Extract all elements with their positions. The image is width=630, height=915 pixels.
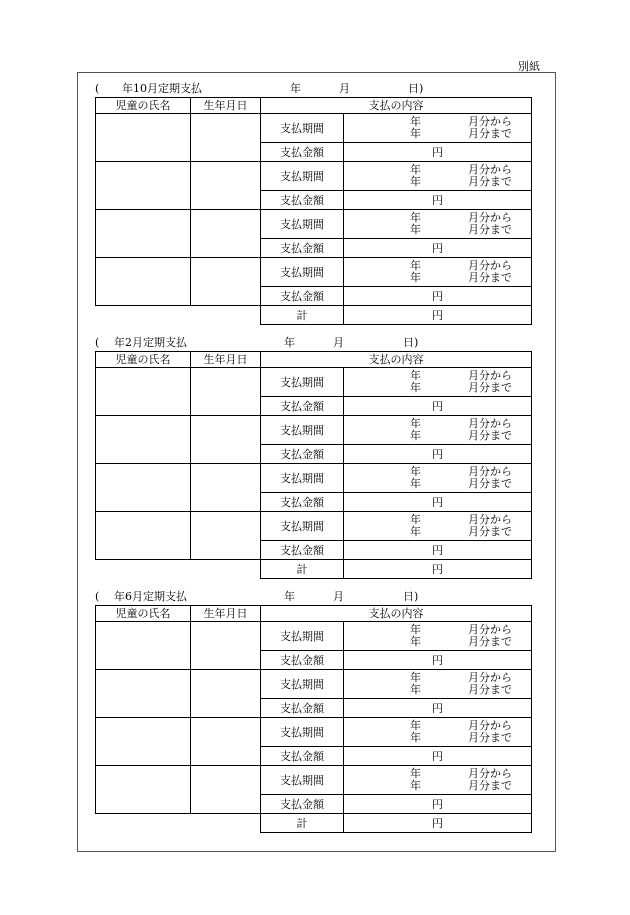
total-label: 計	[261, 814, 344, 833]
child-name-cell[interactable]	[96, 512, 191, 560]
birthdate-cell[interactable]	[191, 670, 261, 718]
to-year-label: 年	[410, 635, 421, 648]
to-month-label: 月分まで	[468, 779, 512, 792]
col-birthdate: 生年月日	[191, 98, 261, 114]
col-child-name: 児童の氏名	[96, 606, 191, 622]
yen-unit: 円	[432, 543, 443, 557]
payment-table	[95, 97, 532, 325]
yen-unit: 円	[432, 308, 443, 322]
to-month-label: 月分まで	[468, 175, 512, 188]
date-month-label: 月	[339, 82, 350, 95]
payment-period-cell[interactable]	[344, 368, 532, 397]
annex-label: 別紙	[518, 60, 540, 73]
total-label: 計	[261, 306, 344, 325]
to-month-label: 月分まで	[468, 429, 512, 442]
payment-table	[95, 605, 532, 833]
payment-amount-cell[interactable]	[344, 747, 532, 766]
payment-amount-cell[interactable]	[344, 191, 532, 210]
section-title-line	[95, 80, 532, 97]
child-row	[96, 670, 532, 699]
yen-unit: 円	[432, 797, 443, 811]
payment-amount-label: 支払金額	[261, 239, 344, 258]
yen-unit: 円	[432, 495, 443, 509]
from-month-label: 月分から	[468, 465, 512, 478]
payment-period-label: 支払期間	[261, 368, 344, 397]
yen-unit: 円	[432, 399, 443, 413]
yen-unit: 円	[432, 447, 443, 461]
header-row	[96, 352, 532, 368]
to-year-label: 年	[410, 381, 421, 394]
from-month-label: 月分から	[468, 623, 512, 636]
payment-section	[95, 588, 532, 833]
birthdate-cell[interactable]	[191, 210, 261, 258]
payment-amount-label: 支払金額	[261, 795, 344, 814]
to-month-label: 月分まで	[468, 381, 512, 394]
child-name-cell[interactable]	[96, 766, 191, 814]
col-child-name: 児童の氏名	[96, 98, 191, 114]
header-row	[96, 606, 532, 622]
to-month-label: 月分まで	[468, 271, 512, 284]
to-year-label: 年	[410, 731, 421, 744]
child-row	[96, 114, 532, 143]
payment-period-label: 支払期間	[261, 670, 344, 699]
payment-amount-label: 支払金額	[261, 397, 344, 416]
col-birthdate: 生年月日	[191, 352, 261, 368]
payment-amount-cell[interactable]	[344, 397, 532, 416]
payment-amount-label: 支払金額	[261, 143, 344, 162]
child-row	[96, 416, 532, 445]
child-name-cell[interactable]	[96, 718, 191, 766]
to-year-label: 年	[410, 223, 421, 236]
payment-period-label: 支払期間	[261, 512, 344, 541]
col-payment-content: 支払の内容	[261, 606, 532, 622]
open-paren: (	[95, 590, 100, 603]
date-day-label: 日)	[403, 590, 419, 603]
from-year-label: 年	[410, 417, 421, 430]
yen-unit: 円	[432, 701, 443, 715]
from-month-label: 月分から	[468, 211, 512, 224]
payment-amount-cell[interactable]	[344, 699, 532, 718]
child-name-cell[interactable]	[96, 622, 191, 670]
from-month-label: 月分から	[468, 719, 512, 732]
yen-unit: 円	[432, 289, 443, 303]
payment-period-cell[interactable]	[344, 114, 532, 143]
child-row	[96, 766, 532, 795]
payment-period-cell[interactable]	[344, 464, 532, 493]
payment-amount-label: 支払金額	[261, 541, 344, 560]
section-title: 年6月定期支払	[114, 590, 187, 603]
date-day-label: 日)	[403, 336, 419, 349]
from-month-label: 月分から	[468, 115, 512, 128]
child-row	[96, 258, 532, 287]
birthdate-cell[interactable]	[191, 258, 261, 306]
child-name-cell[interactable]	[96, 368, 191, 416]
yen-unit: 円	[432, 653, 443, 667]
child-name-cell[interactable]	[96, 258, 191, 306]
child-name-cell[interactable]	[96, 210, 191, 258]
to-month-label: 月分まで	[468, 127, 512, 140]
payment-amount-label: 支払金額	[261, 699, 344, 718]
col-payment-content: 支払の内容	[261, 98, 532, 114]
payment-period-label: 支払期間	[261, 162, 344, 191]
yen-unit: 円	[432, 241, 443, 255]
to-year-label: 年	[410, 127, 421, 140]
child-row	[96, 368, 532, 397]
birthdate-cell[interactable]	[191, 512, 261, 560]
child-name-cell[interactable]	[96, 670, 191, 718]
payment-amount-label: 支払金額	[261, 651, 344, 670]
date-year-label: 年	[284, 336, 295, 349]
payment-amount-cell[interactable]	[344, 445, 532, 464]
to-month-label: 月分まで	[468, 683, 512, 696]
payment-period-cell[interactable]	[344, 210, 532, 239]
payment-amount-cell[interactable]	[344, 143, 532, 162]
payment-period-label: 支払期間	[261, 766, 344, 795]
header-row	[96, 98, 532, 114]
total-amount-cell[interactable]	[344, 814, 532, 833]
yen-unit: 円	[432, 749, 443, 763]
from-month-label: 月分から	[468, 513, 512, 526]
to-month-label: 月分まで	[468, 635, 512, 648]
payment-period-label: 支払期間	[261, 416, 344, 445]
payment-period-cell[interactable]	[344, 622, 532, 651]
col-child-name: 児童の氏名	[96, 352, 191, 368]
to-year-label: 年	[410, 683, 421, 696]
payment-amount-cell[interactable]	[344, 239, 532, 258]
open-paren: (	[95, 82, 100, 95]
from-year-label: 年	[410, 369, 421, 382]
payment-period-cell[interactable]	[344, 258, 532, 287]
payment-period-label: 支払期間	[261, 114, 344, 143]
payment-amount-label: 支払金額	[261, 493, 344, 512]
from-year-label: 年	[410, 671, 421, 684]
yen-unit: 円	[432, 816, 443, 830]
child-row	[96, 210, 532, 239]
to-year-label: 年	[410, 175, 421, 188]
payment-amount-cell[interactable]	[344, 541, 532, 560]
child-name-cell[interactable]	[96, 162, 191, 210]
payment-table	[95, 351, 532, 579]
from-year-label: 年	[410, 259, 421, 272]
child-row	[96, 718, 532, 747]
payment-period-cell[interactable]	[344, 766, 532, 795]
payment-period-label: 支払期間	[261, 258, 344, 287]
from-year-label: 年	[410, 623, 421, 636]
section-title: 年2月定期支払	[114, 336, 187, 349]
yen-unit: 円	[432, 562, 443, 576]
birthdate-cell[interactable]	[191, 162, 261, 210]
total-row	[96, 560, 532, 579]
to-year-label: 年	[410, 477, 421, 490]
birthdate-cell[interactable]	[191, 114, 261, 162]
from-year-label: 年	[410, 767, 421, 780]
date-year-label: 年	[290, 82, 301, 95]
from-month-label: 月分から	[468, 163, 512, 176]
to-year-label: 年	[410, 779, 421, 792]
payment-period-cell[interactable]	[344, 162, 532, 191]
payment-amount-cell[interactable]	[344, 651, 532, 670]
payment-section	[95, 334, 532, 579]
child-name-cell[interactable]	[96, 114, 191, 162]
date-month-label: 月	[333, 590, 344, 603]
date-month-label: 月	[333, 336, 344, 349]
payment-amount-label: 支払金額	[261, 747, 344, 766]
birthdate-cell[interactable]	[191, 368, 261, 416]
date-year-label: 年	[284, 590, 295, 603]
from-year-label: 年	[410, 465, 421, 478]
payment-amount-label: 支払金額	[261, 445, 344, 464]
payment-period-cell[interactable]	[344, 718, 532, 747]
from-month-label: 月分から	[468, 671, 512, 684]
section-title-line	[95, 334, 532, 351]
to-month-label: 月分まで	[468, 525, 512, 538]
total-row	[96, 306, 532, 325]
section-title-line	[95, 588, 532, 605]
from-month-label: 月分から	[468, 259, 512, 272]
to-month-label: 月分まで	[468, 731, 512, 744]
col-birthdate: 生年月日	[191, 606, 261, 622]
child-name-cell[interactable]	[96, 416, 191, 464]
total-amount-cell[interactable]	[344, 306, 532, 325]
birthdate-cell[interactable]	[191, 416, 261, 464]
col-payment-content: 支払の内容	[261, 352, 532, 368]
from-year-label: 年	[410, 719, 421, 732]
payment-period-cell[interactable]	[344, 416, 532, 445]
from-year-label: 年	[410, 513, 421, 526]
to-month-label: 月分まで	[468, 223, 512, 236]
child-row	[96, 622, 532, 651]
yen-unit: 円	[432, 145, 443, 159]
payment-period-label: 支払期間	[261, 210, 344, 239]
section-title: 年10月定期支払	[122, 82, 202, 95]
child-row	[96, 464, 532, 493]
payment-amount-cell[interactable]	[344, 795, 532, 814]
to-year-label: 年	[410, 525, 421, 538]
to-year-label: 年	[410, 429, 421, 442]
total-row	[96, 814, 532, 833]
payment-amount-label: 支払金額	[261, 191, 344, 210]
birthdate-cell[interactable]	[191, 718, 261, 766]
birthdate-cell[interactable]	[191, 622, 261, 670]
payment-period-label: 支払期間	[261, 718, 344, 747]
from-year-label: 年	[410, 211, 421, 224]
payment-period-label: 支払期間	[261, 464, 344, 493]
payment-period-label: 支払期間	[261, 622, 344, 651]
payment-amount-label: 支払金額	[261, 287, 344, 306]
child-name-cell[interactable]	[96, 464, 191, 512]
from-year-label: 年	[410, 115, 421, 128]
birthdate-cell[interactable]	[191, 464, 261, 512]
total-amount-cell[interactable]	[344, 560, 532, 579]
payment-section	[95, 80, 532, 325]
from-month-label: 月分から	[468, 767, 512, 780]
payment-period-cell[interactable]	[344, 670, 532, 699]
payment-amount-cell[interactable]	[344, 287, 532, 306]
from-year-label: 年	[410, 163, 421, 176]
yen-unit: 円	[432, 193, 443, 207]
open-paren: (	[95, 336, 100, 349]
payment-period-cell[interactable]	[344, 512, 532, 541]
to-month-label: 月分まで	[468, 477, 512, 490]
birthdate-cell[interactable]	[191, 766, 261, 814]
from-month-label: 月分から	[468, 417, 512, 430]
child-row	[96, 512, 532, 541]
total-label: 計	[261, 560, 344, 579]
from-month-label: 月分から	[468, 369, 512, 382]
child-row	[96, 162, 532, 191]
date-day-label: 日)	[408, 82, 424, 95]
payment-amount-cell[interactable]	[344, 493, 532, 512]
to-year-label: 年	[410, 271, 421, 284]
